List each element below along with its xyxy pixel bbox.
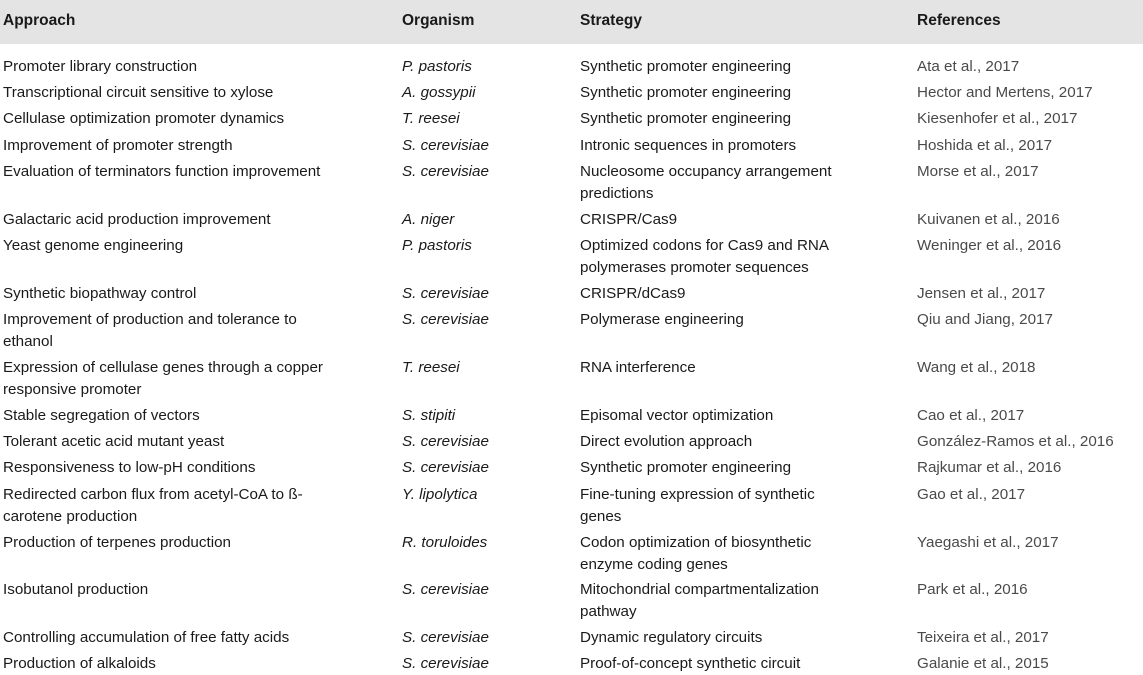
cell-approach: Yeast genome engineering [3,237,184,254]
cell-approach: Production of alkaloids [3,655,156,672]
cell-organism: S. cerevisiae [402,163,489,180]
cell-reference: Ata et al., 2017 [917,58,1020,75]
cell-organism: Y. lipolytica [402,486,478,503]
cell-approach: Redirected carbon flux from acetyl-CoA to ß-carotene production [3,486,303,525]
cell-reference: Rajkumar et al., 2016 [917,459,1062,476]
cell-strategy: Mitochondrial compartmentalization pathway [580,581,819,620]
cell-approach: Improvement of production and tolerance to ethanol [3,311,297,350]
cell-strategy: RNA interference [580,359,696,376]
cell-organism: P. pastoris [402,237,472,254]
cell-reference: Cao et al., 2017 [917,407,1025,424]
cell-reference: Park et al., 2016 [917,581,1028,598]
cell-organism: S. cerevisiae [402,311,489,328]
cell-strategy: CRISPR/dCas9 [580,285,686,302]
cell-approach: Controlling accumulation of free fatty acids [3,629,290,646]
cell-strategy: Synthetic promoter engineering [580,459,792,476]
cell-strategy: Polymerase engineering [580,311,744,328]
cell-approach: Isobutanol production [3,581,149,598]
cell-strategy: Synthetic promoter engineering [580,110,792,127]
cell-strategy: Synthetic promoter engineering [580,58,792,75]
cell-approach: Tolerant acetic acid mutant yeast [3,433,225,450]
cell-organism: S. cerevisiae [402,629,489,646]
cell-strategy: CRISPR/Cas9 [580,211,678,228]
cell-reference: Teixeira et al., 2017 [917,629,1049,646]
cell-reference: Gao et al., 2017 [917,486,1026,503]
cell-organism: A. niger [402,211,455,228]
table-header [0,0,1143,44]
cell-organism: A. gossypii [402,84,476,101]
cell-organism: S. cerevisiae [402,433,489,450]
cell-strategy: Direct evolution approach [580,433,753,450]
cell-reference: Kiesenhofer et al., 2017 [917,110,1078,127]
cell-organism: P. pastoris [402,58,472,75]
cell-reference: Yaegashi et al., 2017 [917,534,1059,551]
cell-strategy: Optimized codons for Cas9 and RNA polymerases promoter sequences [580,237,829,276]
cell-organism: S. cerevisiae [402,285,489,302]
cell-strategy: Synthetic promoter engineering [580,84,792,101]
cell-reference: Hector and Mertens, 2017 [917,84,1093,101]
cell-reference: González-Ramos et al., 2016 [917,433,1114,450]
cell-approach: Galactaric acid production improvement [3,211,271,228]
cell-approach: Expression of cellulase genes through a copper responsive promoter [3,359,323,398]
cell-strategy: Codon optimization of biosynthetic enzyme coding genes [580,534,812,573]
cell-reference: Jensen et al., 2017 [917,285,1046,302]
cell-organism: S. cerevisiae [402,655,489,672]
cell-approach: Stable segregation of vectors [3,407,200,424]
cell-reference: Morse et al., 2017 [917,163,1039,180]
cell-strategy: Intronic sequences in promoters [580,137,797,154]
header-references: References [917,12,1001,29]
cell-organism: S. stipiti [402,407,456,424]
cell-reference: Hoshida et al., 2017 [917,137,1053,154]
cell-strategy: Proof-of-concept synthetic circuit [580,655,801,672]
cell-approach: Synthetic biopathway control [3,285,197,302]
cell-reference: Galanie et al., 2015 [917,655,1049,672]
cell-organism: S. cerevisiae [402,581,489,598]
cell-strategy: Episomal vector optimization [580,407,774,424]
cell-reference: Kuivanen et al., 2016 [917,211,1060,228]
cell-approach: Promoter library construction [3,58,198,75]
header-approach: Approach [3,12,76,29]
cell-reference: Qiu and Jiang, 2017 [917,311,1053,328]
header-organism: Organism [402,12,475,29]
cell-approach: Transcriptional circuit sensitive to xylose [3,84,274,101]
cell-organism: S. cerevisiae [402,459,489,476]
cell-reference: Wang et al., 2018 [917,359,1036,376]
cell-approach: Improvement of promoter strength [3,137,233,154]
header-strategy: Strategy [580,12,643,29]
cell-organism: R. toruloides [402,534,488,551]
cell-approach: Cellulase optimization promoter dynamics [3,110,285,127]
cell-organism: T. reesei [402,110,460,127]
cell-approach: Production of terpenes production [3,534,231,551]
cell-approach: Evaluation of terminators function improvement [3,163,321,180]
cell-approach: Responsiveness to low-pH conditions [3,459,256,476]
cell-strategy: Nucleosome occupancy arrangement predictions [580,163,832,202]
cell-strategy: Fine-tuning expression of synthetic genes [580,486,815,525]
cell-reference: Weninger et al., 2016 [917,237,1062,254]
cell-strategy: Dynamic regulatory circuits [580,629,763,646]
cell-organism: T. reesei [402,359,460,376]
cell-organism: S. cerevisiae [402,137,489,154]
